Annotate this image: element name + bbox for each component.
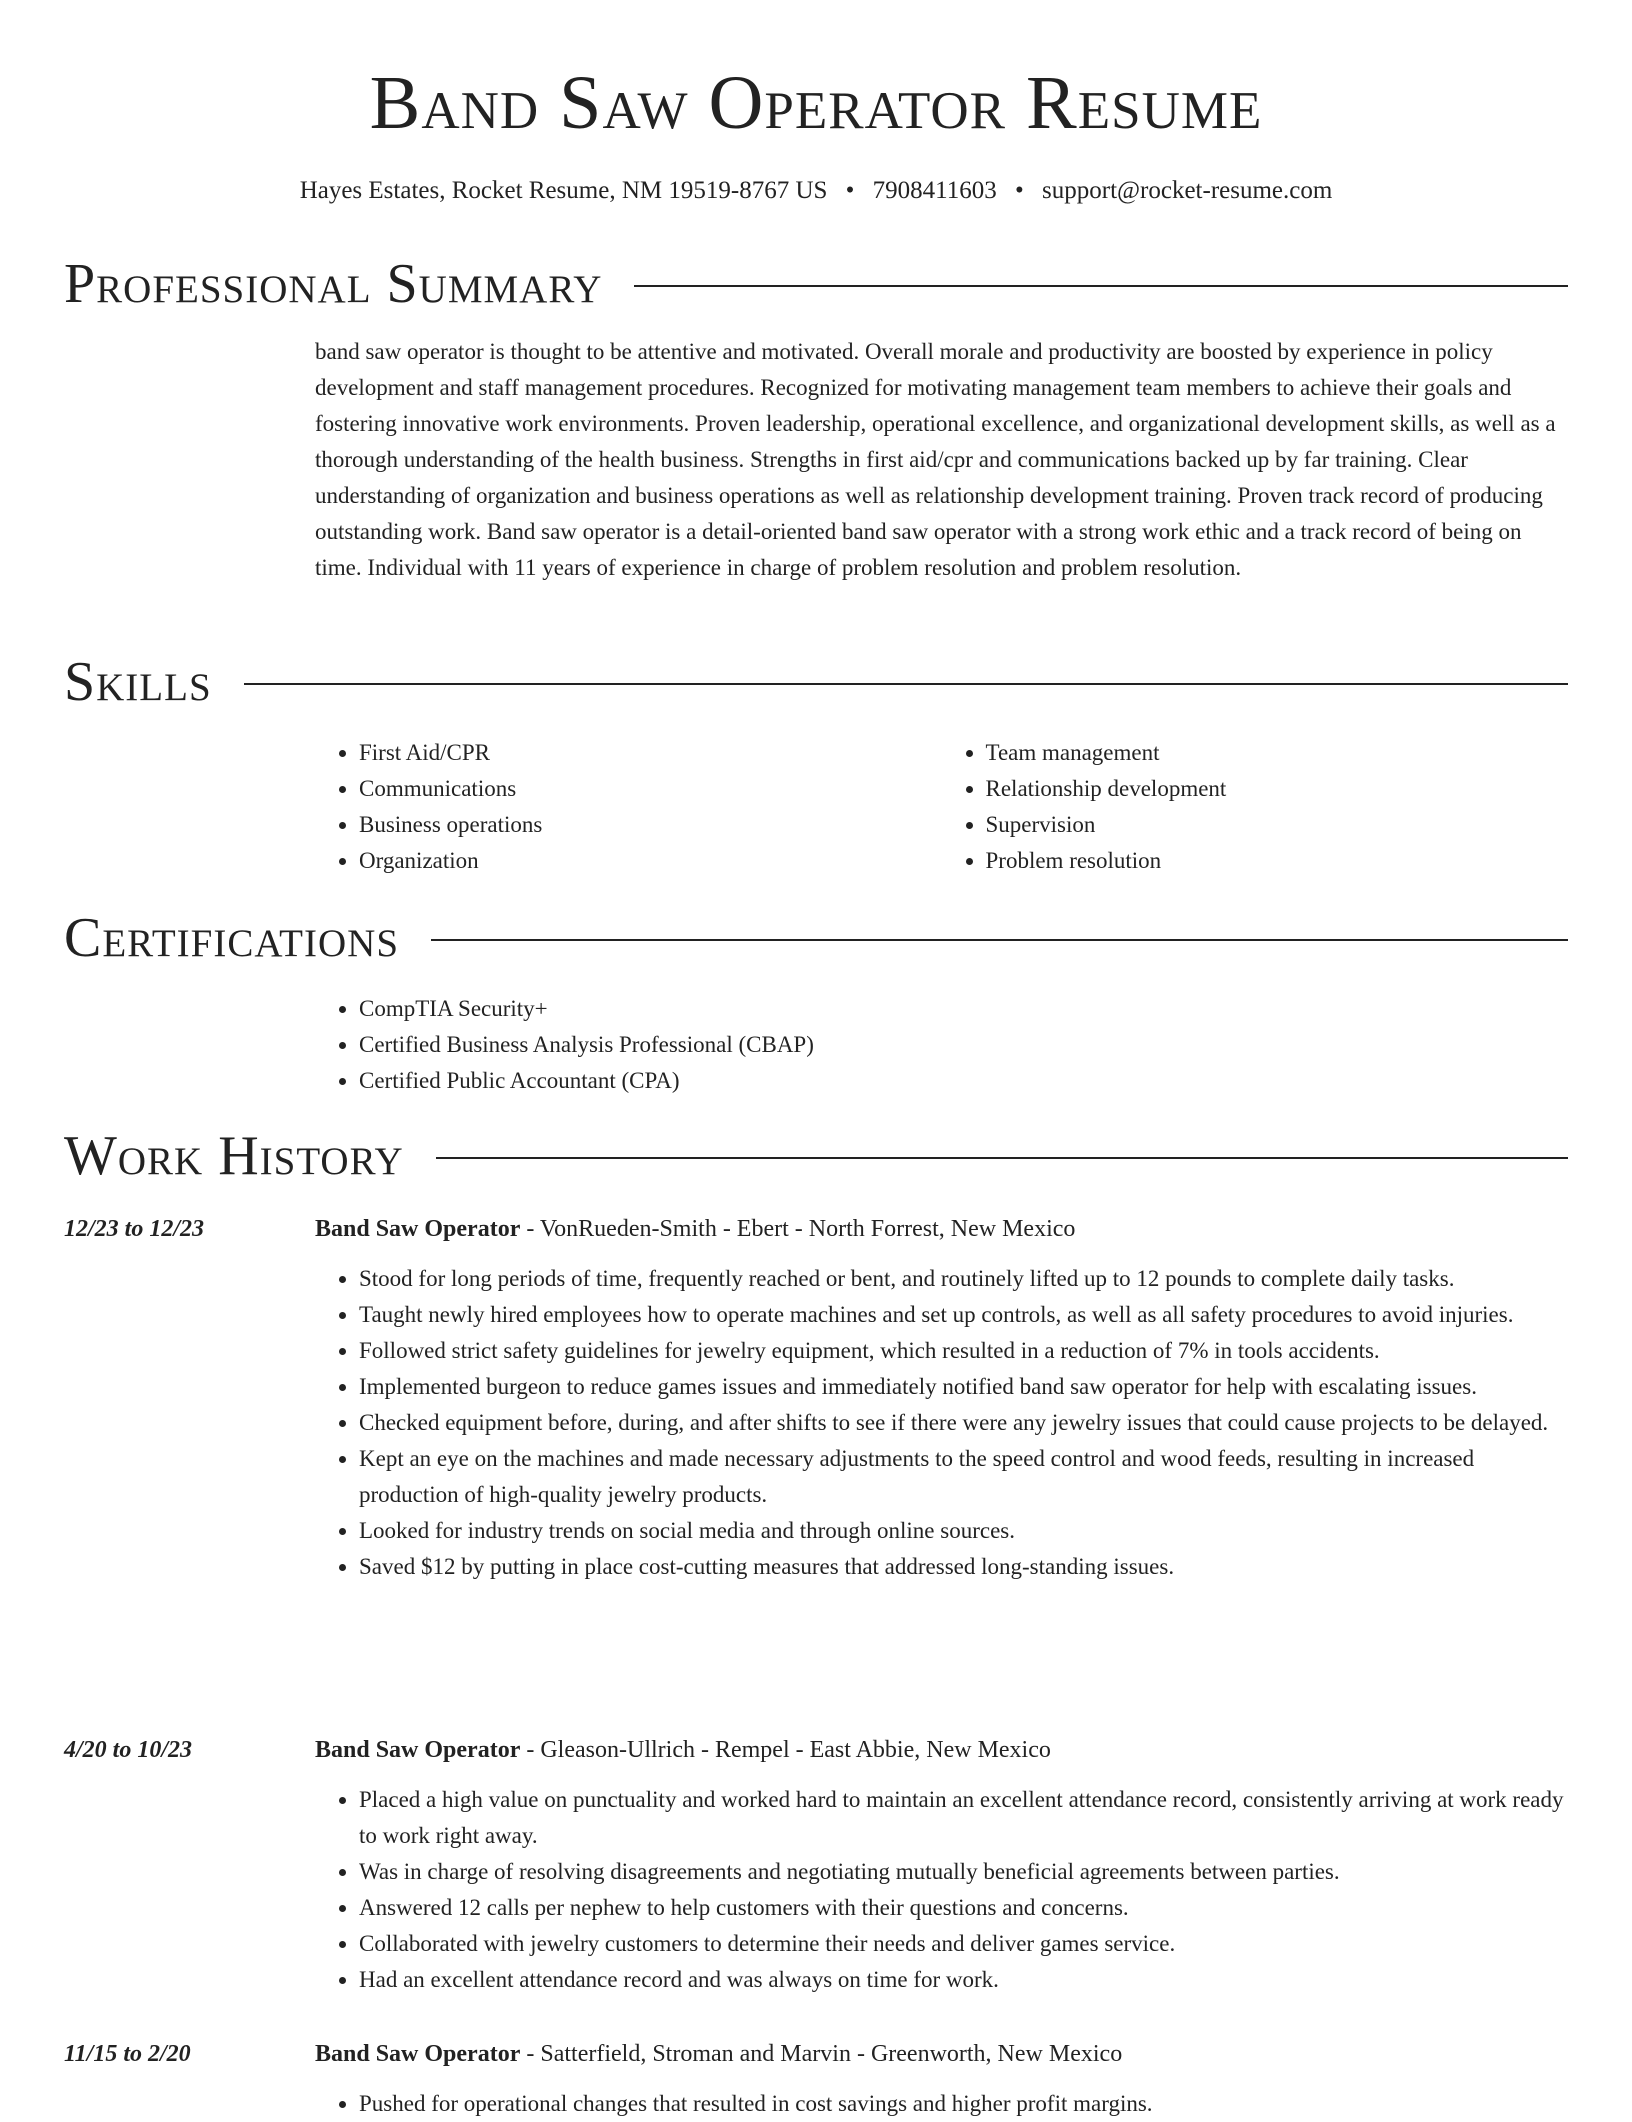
- certifications-heading: Certifications: [64, 907, 400, 969]
- job-bullets: [315, 2086, 1568, 2122]
- contact-phone: 7908411603: [872, 177, 997, 204]
- work-heading: Work History: [64, 1125, 404, 1187]
- job-bullet: • Placed a high value on punctuality and worked hard to maintain an excellent attendance record, consistently arriving at work ready to work right away.: [359, 1782, 1568, 1854]
- contact-email[interactable]: support@rocket-resume.com: [1042, 177, 1333, 204]
- certifications-list: [315, 991, 1568, 1099]
- summary-section-header: [64, 252, 1568, 316]
- certification-item: • Certified Business Analysis Professional (CBAP): [359, 1027, 1568, 1063]
- contact-separator: •: [1015, 177, 1024, 204]
- job-entry: [315, 1213, 1568, 1585]
- job-bullets: [315, 1261, 1568, 1585]
- resume-title: Band Saw Operator Resume: [369, 61, 1263, 145]
- job-employer: - Gleason-Ullrich - Rempel - East Abbie, New Mexico: [520, 1737, 1051, 1763]
- summary-heading: Professional Summary: [64, 253, 603, 315]
- job-bullet: • Answered 12 calls per nephew to help customers with their questions and concerns.: [359, 1890, 1568, 1926]
- skill-item: • Business operations: [359, 807, 942, 843]
- job-entry: [315, 2038, 1568, 2122]
- skills-section-header: [64, 650, 1568, 714]
- skill-item: • Supervision: [986, 807, 1569, 843]
- section-divider: [431, 939, 1568, 941]
- job-entry: [315, 1734, 1568, 1998]
- job-title: Band Saw Operator: [315, 1737, 521, 1763]
- job-employer: - Satterfield, Stroman and Marvin - Greenworth, New Mexico: [520, 2041, 1123, 2067]
- job-title-line: [315, 1734, 1568, 1766]
- job-bullet: • Collaborated with jewelry customers to determine their needs and deliver games service.: [359, 1926, 1568, 1962]
- job-bullet: • Taught newly hired employees how to operate machines and set up controls, as well as all safety procedures to avoid injuries.: [359, 1297, 1568, 1333]
- skill-item: • Relationship development: [986, 771, 1569, 807]
- job-bullet: • Saved $12 by putting in place cost-cutting measures that addressed long-standing issues.: [359, 1549, 1568, 1585]
- job-title: Band Saw Operator: [315, 1216, 521, 1242]
- job-bullet: • Pushed for operational changes that resulted in cost savings and higher profit margins.: [359, 2086, 1568, 2122]
- job-bullet: • Looked for industry trends on social media and through online sources.: [359, 1513, 1568, 1549]
- job-title-line: [315, 1213, 1568, 1245]
- job-bullets: [315, 1782, 1568, 1998]
- skill-item: • Organization: [359, 843, 942, 879]
- skill-item: • Problem resolution: [986, 843, 1569, 879]
- skills-list-left: [315, 735, 942, 879]
- certifications-body: [315, 991, 1568, 1099]
- section-divider: [244, 683, 1568, 685]
- job-employer: - VonRueden-Smith - Ebert - North Forrest, New Mexico: [520, 1216, 1076, 1242]
- job-title-line: [315, 2038, 1568, 2070]
- certification-item: • Certified Public Accountant (CPA): [359, 1063, 1568, 1099]
- job-bullet: • Followed strict safety guidelines for jewelry equipment, which resulted in a reduction of 7% in tools accidents.: [359, 1333, 1568, 1369]
- job-title: Band Saw Operator: [315, 2041, 521, 2067]
- section-divider: [436, 1157, 1568, 1159]
- job-bullet: • Had an excellent attendance record and was always on time for work.: [359, 1962, 1568, 1998]
- skill-item: • First Aid/CPR: [359, 735, 942, 771]
- certifications-section-header: [64, 906, 1568, 970]
- section-divider: [634, 285, 1568, 287]
- work-section-header: [64, 1124, 1568, 1188]
- contact-address: Hayes Estates, Rocket Resume, NM 19519-8767 US: [299, 177, 828, 204]
- skill-item: • Communications: [359, 771, 942, 807]
- skills-heading: Skills: [64, 651, 212, 713]
- job-bullet: • Was in charge of resolving disagreements and negotiating mutually beneficial agreements between parties.: [359, 1854, 1568, 1890]
- skills-list-right: [942, 735, 1569, 879]
- certification-item: • CompTIA Security+: [359, 991, 1568, 1027]
- job-bullet: • Checked equipment before, during, and after shifts to see if there were any jewelry issues that could cause projects to be delayed.: [359, 1405, 1568, 1441]
- summary-text: band saw operator is thought to be attentive and motivated. Overall morale and productivity are boosted by experience in policy development and staff management procedures. Recognized for motivating management team members to achieve their goals and fostering innovative work environments. Proven leadership, operational excellence, and organizational development skills, as well as a thorough understanding of the health business. Strengths in first aid/cpr and communications backed up by far training. Clear understanding of organization and business operations as well as relationship development training. Proven track record of producing outstanding work. Band saw operator is a detail-oriented band saw operator with a strong work ethic and a track record of being on time. Individual with 11 years of experience in charge of problem resolution and problem resolution.: [315, 339, 1556, 580]
- job-bullet: • Implemented burgeon to reduce games issues and immediately notified band saw operator for help with escalating issues.: [359, 1369, 1568, 1405]
- summary-body: [315, 334, 1568, 586]
- contact-line: [0, 175, 1632, 207]
- job-dates: 12/23 to 12/23: [64, 1216, 205, 1242]
- contact-separator: •: [845, 177, 855, 204]
- skill-item: • Team management: [986, 735, 1569, 771]
- job-dates: 4/20 to 10/23: [64, 1737, 193, 1763]
- job-dates: 11/15 to 2/20: [64, 2041, 191, 2067]
- job-bullet: • Kept an eye on the machines and made necessary adjustments to the speed control and wood feeds, resulting in increased production of high-quality jewelry products.: [359, 1441, 1568, 1513]
- skills-grid: [315, 735, 1568, 879]
- job-bullet: • Stood for long periods of time, frequently reached or bent, and routinely lifted up to 12 pounds to complete daily tasks.: [359, 1261, 1568, 1297]
